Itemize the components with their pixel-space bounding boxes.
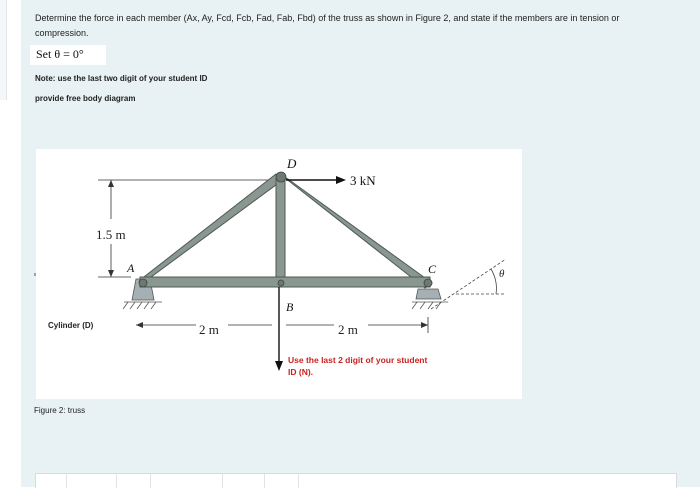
node-d-label: D (287, 156, 297, 171)
toolbar-divider (298, 474, 299, 488)
fbd-instruction: provide free body diagram (35, 94, 136, 103)
node-c-label: C (428, 262, 437, 276)
span-left-label: 2 m (199, 322, 219, 337)
theta-setting: Set θ = 0° (36, 47, 84, 61)
toolbar-divider (116, 474, 117, 488)
left-edge-tab (0, 0, 7, 100)
theta-setting-box (30, 45, 106, 65)
span-right-label: 2 m (338, 322, 358, 337)
toolbar-divider (66, 474, 67, 488)
student-id-annotation-line1: Use the last 2 digit of your student (288, 355, 428, 365)
student-id-annotation-line2: ID (N). (288, 367, 314, 377)
cylinder-label: Cylinder (D) (48, 321, 94, 330)
member-db (276, 179, 285, 283)
force-label: 3 kN (350, 173, 376, 188)
node-b-label: B (286, 300, 294, 314)
member-abc (140, 277, 430, 287)
toolbar-divider (222, 474, 223, 488)
height-label: 1.5 m (96, 227, 126, 242)
figure-caption: Figure 2: truss (34, 406, 86, 415)
question-text: Determine the force in each member (Ax, Ay, Fcd, Fcb, Fad, Fab, Fbd) of the truss as shown in Figure 2, and state if the members are in tension or compression. (35, 13, 620, 38)
node-a-label: A (127, 261, 135, 275)
truss-figure (36, 149, 522, 399)
answer-editor-toolbar[interactable] (35, 473, 677, 488)
toolbar-divider (264, 474, 265, 488)
student-id-note: Note: use the last two digit of your student ID (35, 74, 208, 83)
theta-label: θ (499, 268, 505, 280)
toolbar-divider (150, 474, 151, 488)
